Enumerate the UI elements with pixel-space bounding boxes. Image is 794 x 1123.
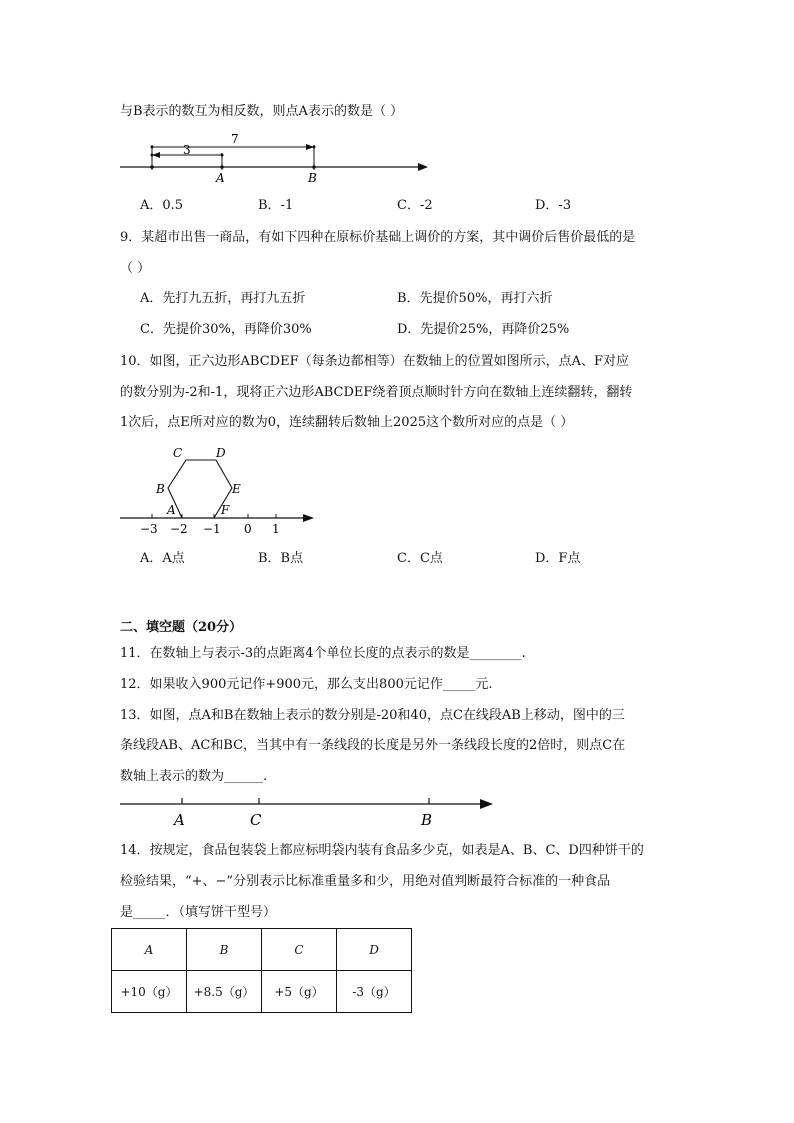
q13-point-c: C [250,811,262,829]
q10-hexagon-figure [118,440,328,540]
q8-left-dot [150,165,154,169]
q11-text: 11．在数轴上与表示-3的点距离4个单位长度的点表示的数是________. [120,646,526,661]
q13-line3: 数轴上表示的数为______. [120,769,268,784]
q13-number-line-figure [118,792,498,832]
q13-axis-arrow-icon [480,799,493,809]
q8-arrow-7-head-icon [306,144,314,150]
q8-option-c: C．-2 [397,198,433,213]
table-row [112,971,412,1013]
q8-option-b: B．-1 [258,198,294,213]
table-value-a: +10（g） [112,971,187,1013]
table-header-row [112,929,412,971]
q10-vertex-f: F [221,503,230,517]
q10-vertex-e: E [232,482,241,496]
q10-line3: 1次后，点E所对应的数为0，连续翻转后数轴上2025这个数所对应的点是（ ） [120,415,574,430]
q8-option-a: A．0.5 [140,198,184,213]
q13-point-b: B [421,811,433,829]
q9-stem-line2: （ ） [120,261,151,276]
q14-line2: 检验结果，“+、−”分别表示比标准重量多和少，用绝对值判断最符合标准的一种食品 [120,874,611,889]
q10-option-b: B．B点 [258,551,304,566]
q8-point-b: B [308,171,317,185]
table-value-d: -3（g） [337,971,412,1013]
q8-a-dot [220,165,224,169]
q8-option-d: D．-3 [535,198,572,213]
q10-axis-arrow-icon [303,514,314,522]
table-value-c: +5（g） [262,971,337,1013]
q10-vertex-a: A [167,503,176,517]
q8-label-3: 3 [183,143,191,157]
q8-label-7: 7 [231,132,239,146]
q10-tick-label-neg1: −1 [203,522,221,536]
q13-line2: 条线段AB、AC和BC，当其中有一条线段的长度是另外一条线段长度的2倍时，则点C在 [120,738,626,753]
q9-option-d: D．先提价25%，再降价25% [397,322,570,337]
q9-option-b: B．先提价50%，再打六折 [397,291,553,306]
q10-vertex-d: D [216,446,226,460]
table-header-c: C [262,929,337,971]
q10-tick-label-1: 1 [272,522,280,536]
q9-stem-line1: 9．某超市出售一商品，有如下四种在原标价基础上调价的方案，其中调价后售价最低的是 [120,230,636,245]
q12-text: 12．如果收入900元记作+900元，那么支出800元记作_____元. [120,677,493,692]
q13-line1: 13．如图，点A和B在数轴上表示的数分别是-20和40，点C在线段AB上移动，图中的三 [120,708,625,723]
q10-tick-label-neg3: −3 [140,522,158,536]
q14-line3: 是_____．（填写饼干型号） [120,905,277,920]
table-value-b: +8.5（g） [187,971,262,1013]
q8-axis-arrow-icon [418,163,428,171]
q9-option-a: A．先打九五折，再打九五折 [140,291,306,306]
q8-b-dot [312,165,316,169]
q10-line1: 10．如图，正六边形ABCDEF（每条边都相等）在数轴上的位置如图所示，点A、F对应 [120,354,630,369]
q10-tick-label-neg2: −2 [170,522,188,536]
q10-line2: 的数分别为-2和-1，现将正六边形ABCDEF绕着顶点顺时针方向在数轴上连续翻转，翻转 [120,385,633,400]
table-header-d: D [337,929,412,971]
q10-option-a: A．A点 [140,551,185,566]
q10-option-d: D．F点 [535,551,581,566]
table-header-a: A [112,929,187,971]
q8-stem: 与B表示的数互为相反数，则点A表示的数是（ ） [120,104,404,119]
q10-tick-label-0: 0 [244,522,252,536]
q9-option-c: C．先提价30%，再降价30% [140,322,312,337]
table-header-b: B [187,929,262,971]
q13-point-a: A [174,811,185,829]
q8-number-line-figure [118,130,438,186]
q10-option-c: C．C点 [397,551,443,566]
q8-arrow-3-head-icon [152,152,160,158]
q8-point-a: A [216,171,225,185]
section2-title: 二、填空题（20分） [120,620,243,635]
q10-vertex-c: C [173,446,183,460]
q14-line1: 14．按规定，食品包装袋上都应标明袋内装有食品多少克，如表是A、B、C、D四种饼干的 [120,843,644,858]
q14-table [111,928,412,1013]
q10-vertex-b: B [156,482,165,496]
